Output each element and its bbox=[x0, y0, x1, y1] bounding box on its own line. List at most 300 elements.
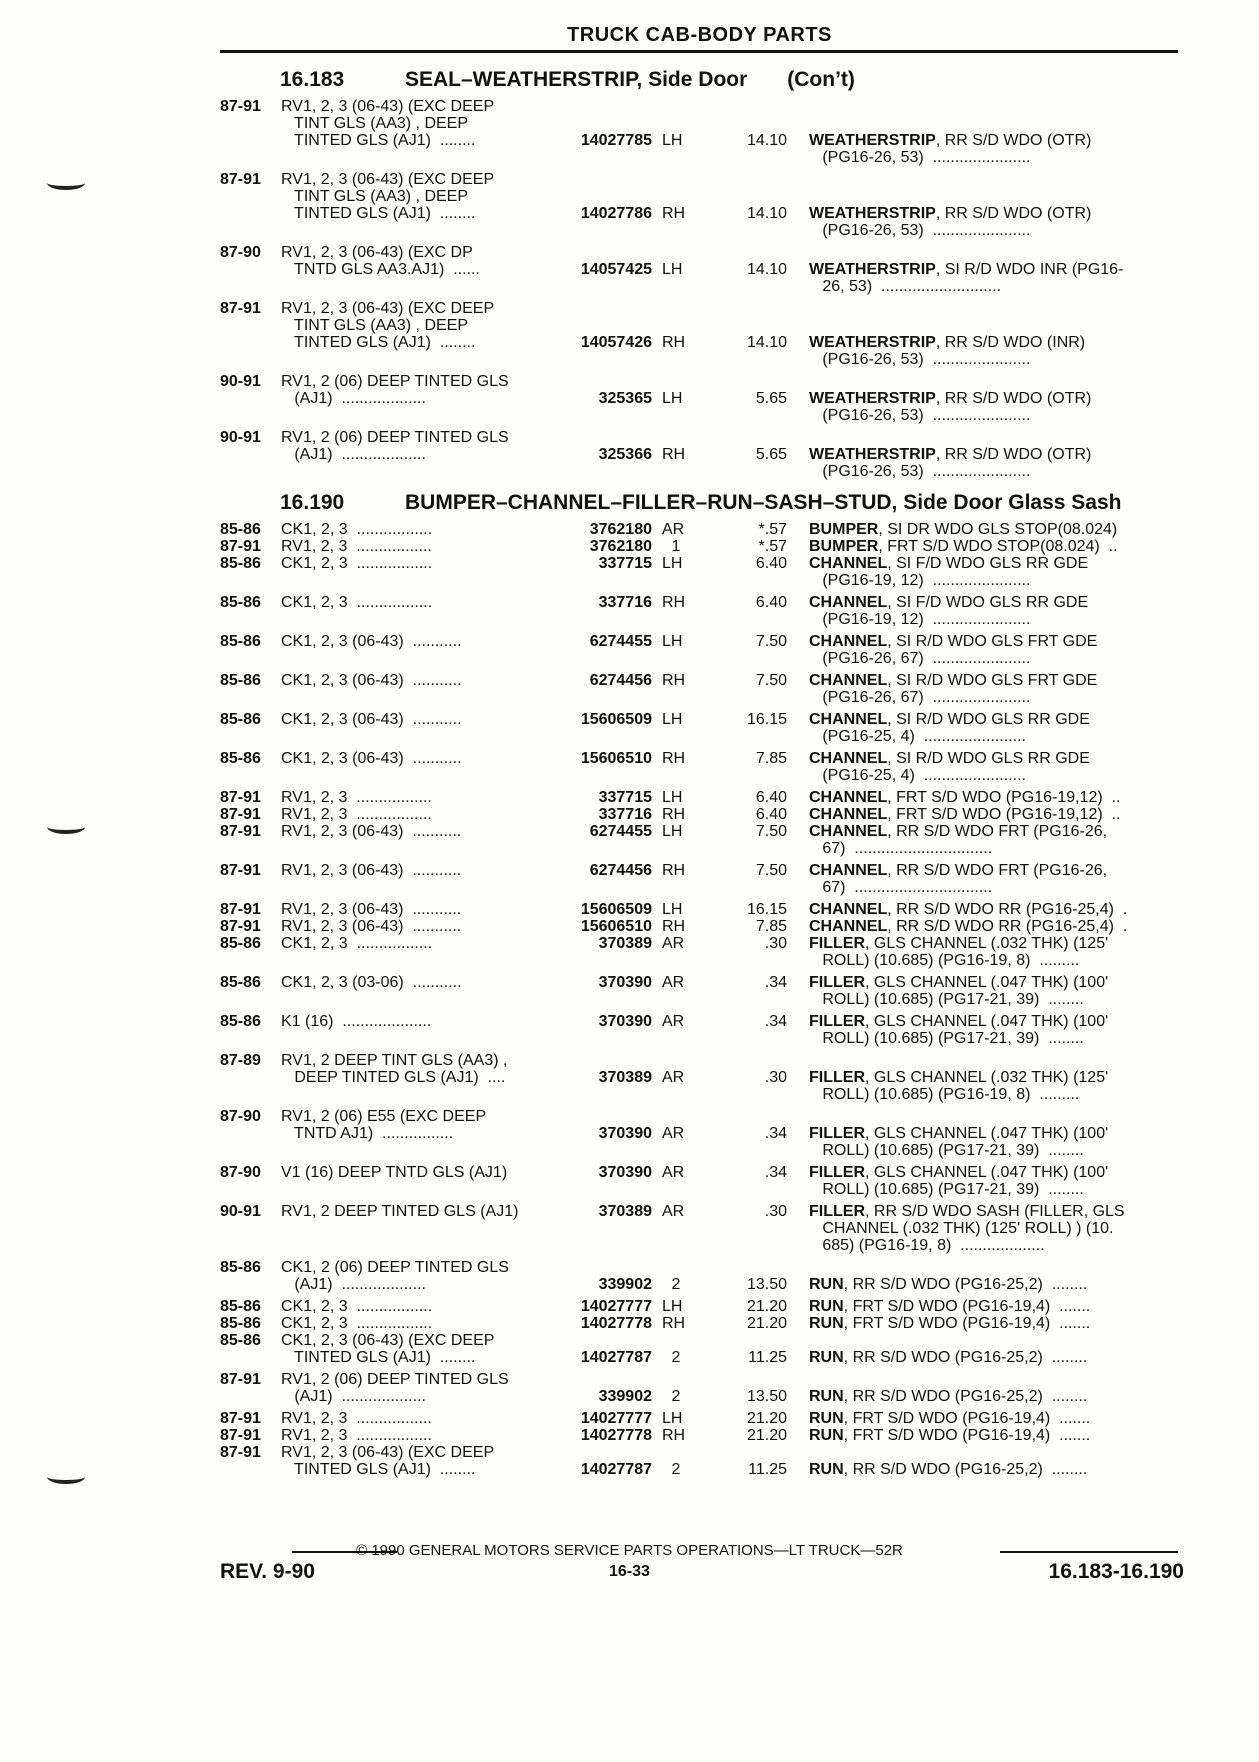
application-description bbox=[281, 1108, 561, 1142]
part-name bbox=[809, 1203, 1179, 1254]
price: 7.50 bbox=[755, 862, 787, 879]
part-keyword: FILLER bbox=[809, 935, 865, 952]
quantity: AR bbox=[662, 935, 685, 952]
part-number: 370389 bbox=[598, 1069, 652, 1086]
part-keyword: WEATHERSTRIP bbox=[809, 334, 936, 351]
part-name-line: CHANNEL, FRT S/D WDO (PG16-19,12) .. bbox=[809, 789, 1121, 806]
parts-row bbox=[0, 521, 1259, 538]
price: 7.50 bbox=[755, 823, 787, 840]
description-line: CK1, 2, 3 ................. bbox=[281, 594, 433, 611]
application-description bbox=[281, 521, 561, 538]
footer-page-number: 16-33 bbox=[609, 1563, 650, 1580]
application-description bbox=[281, 633, 561, 650]
model-years: 87-90 bbox=[220, 1108, 261, 1125]
description-line: CK1, 2, 3 ................. bbox=[281, 935, 433, 952]
part-number: 325366 bbox=[598, 446, 652, 463]
application-description bbox=[281, 373, 561, 407]
parts-row bbox=[0, 1259, 1259, 1293]
part-name bbox=[809, 901, 1179, 918]
quantity: AR bbox=[662, 1125, 685, 1142]
part-keyword: CHANNEL bbox=[809, 823, 888, 840]
part-name-line: (PG16-19, 12) ...................... bbox=[809, 611, 1031, 628]
part-keyword: CHANNEL bbox=[809, 918, 888, 935]
part-number: 14027777 bbox=[580, 1298, 652, 1315]
part-number: 370390 bbox=[598, 1164, 652, 1181]
price: 14.10 bbox=[746, 205, 787, 222]
part-number: 14057426 bbox=[580, 334, 652, 351]
part-number: 14057425 bbox=[580, 261, 652, 278]
parts-row bbox=[0, 633, 1259, 667]
description-line: CK1, 2, 3 (06-43) (EXC DEEP bbox=[281, 1332, 495, 1349]
part-name-line: FILLER, GLS CHANNEL (.047 THK) (100' bbox=[809, 1013, 1109, 1030]
application-description bbox=[281, 1259, 561, 1293]
part-name bbox=[809, 555, 1179, 589]
quantity: AR bbox=[662, 1203, 685, 1220]
price: 11.25 bbox=[748, 1349, 787, 1366]
section-title bbox=[280, 491, 1121, 515]
part-name-line: (PG16-26, 53) ...................... bbox=[809, 463, 1031, 480]
model-years: 85-86 bbox=[220, 633, 261, 650]
part-name bbox=[809, 862, 1179, 896]
part-name bbox=[809, 918, 1179, 935]
application-description bbox=[281, 1444, 561, 1478]
model-years: 87-91 bbox=[220, 1444, 261, 1461]
price: 5.65 bbox=[755, 390, 787, 407]
description-line: K1 (16) .................... bbox=[281, 1013, 432, 1030]
part-name bbox=[809, 823, 1179, 857]
part-name-line: RUN, RR S/D WDO (PG16-25,2) ........ bbox=[809, 1388, 1088, 1405]
part-name-line: FILLER, GLS CHANNEL (.047 THK) (100' bbox=[809, 1125, 1109, 1142]
price: 11.25 bbox=[748, 1461, 787, 1478]
part-number: 370390 bbox=[598, 974, 652, 991]
part-name-line: WEATHERSTRIP, RR S/D WDO (INR) bbox=[809, 334, 1086, 351]
application-description bbox=[281, 935, 561, 952]
application-description bbox=[281, 300, 561, 351]
part-name-line: (PG16-26, 67) ...................... bbox=[809, 689, 1031, 706]
part-keyword: CHANNEL bbox=[809, 750, 888, 767]
part-name-line: CHANNEL (.032 THK) (125' ROLL) ) (10. bbox=[809, 1220, 1114, 1237]
part-name-line: CHANNEL, RR S/D WDO RR (PG16-25,4) . bbox=[809, 918, 1128, 935]
description-line: TNTD GLS AA3.AJ1) ...... bbox=[281, 261, 480, 278]
header-rule bbox=[220, 50, 1178, 53]
model-years: 87-90 bbox=[220, 244, 261, 261]
part-name-line: 685) (PG16-19, 8) ................... bbox=[809, 1237, 1045, 1254]
price: 5.65 bbox=[755, 446, 787, 463]
price: .30 bbox=[764, 1203, 787, 1220]
price: .34 bbox=[764, 1013, 787, 1030]
part-number: 14027786 bbox=[580, 205, 652, 222]
application-description bbox=[281, 429, 561, 463]
part-name bbox=[809, 1069, 1179, 1103]
binding-hole-mark bbox=[47, 176, 85, 190]
part-name-line: FILLER, GLS CHANNEL (.032 THK) (125' bbox=[809, 935, 1109, 952]
part-name-line: 67) ............................... bbox=[809, 879, 993, 896]
description-line: CK1, 2, 3 ................. bbox=[281, 521, 433, 538]
part-number: 337715 bbox=[598, 555, 652, 572]
parts-row bbox=[0, 901, 1259, 918]
parts-row bbox=[0, 1427, 1259, 1444]
part-name-line: WEATHERSTRIP, SI R/D WDO INR (PG16- bbox=[809, 261, 1124, 278]
quantity: LH bbox=[662, 390, 683, 407]
description-line: CK1, 2 (06) DEEP TINTED GLS bbox=[281, 1259, 509, 1276]
application-description bbox=[281, 171, 561, 222]
model-years: 87-91 bbox=[220, 862, 261, 879]
model-years: 85-86 bbox=[220, 750, 261, 767]
application-description bbox=[281, 806, 561, 823]
model-years: 90-91 bbox=[220, 429, 261, 446]
part-name bbox=[809, 672, 1179, 706]
model-years: 87-91 bbox=[220, 806, 261, 823]
parts-row bbox=[0, 1108, 1259, 1159]
description-line: RV1, 2, 3 ................. bbox=[281, 789, 432, 806]
part-keyword: CHANNEL bbox=[809, 789, 888, 806]
part-number: 14027777 bbox=[580, 1410, 652, 1427]
part-name-line: (PG16-25, 4) ....................... bbox=[809, 767, 1026, 784]
application-description bbox=[281, 1332, 561, 1366]
description-line: (AJ1) ................... bbox=[281, 446, 426, 463]
description-line: RV1, 2, 3 (06-43) (EXC DEEP bbox=[281, 1444, 495, 1461]
section-title bbox=[280, 68, 855, 92]
part-name-line: FILLER, GLS CHANNEL (.047 THK) (100' bbox=[809, 1164, 1109, 1181]
description-line: RV1, 2, 3 ................. bbox=[281, 1427, 432, 1444]
application-description bbox=[281, 789, 561, 806]
part-name bbox=[809, 633, 1179, 667]
parts-row bbox=[0, 974, 1259, 1008]
part-keyword: BUMPER bbox=[809, 538, 879, 555]
description-line: CK1, 2, 3 ................. bbox=[281, 1298, 433, 1315]
quantity: RH bbox=[662, 806, 686, 823]
application-description bbox=[281, 1052, 561, 1086]
description-line: V1 (16) DEEP TNTD GLS (AJ1) bbox=[281, 1164, 508, 1181]
quantity: RH bbox=[662, 750, 686, 767]
part-keyword: WEATHERSTRIP bbox=[809, 446, 936, 463]
part-number: 6274456 bbox=[589, 672, 652, 689]
part-name bbox=[809, 1013, 1179, 1047]
part-name bbox=[809, 1388, 1179, 1405]
quantity: 2 bbox=[671, 1388, 681, 1405]
quantity: RH bbox=[662, 594, 686, 611]
parts-row bbox=[0, 1332, 1259, 1366]
part-name bbox=[809, 334, 1179, 368]
part-keyword: RUN bbox=[809, 1298, 844, 1315]
parts-row bbox=[0, 750, 1259, 784]
part-name-line: (PG16-26, 53) ...................... bbox=[809, 222, 1031, 239]
model-years: 85-86 bbox=[220, 672, 261, 689]
quantity: LH bbox=[662, 823, 683, 840]
model-years: 87-91 bbox=[220, 901, 261, 918]
part-keyword: CHANNEL bbox=[809, 555, 888, 572]
part-name bbox=[809, 1298, 1179, 1315]
part-number: 15606509 bbox=[580, 711, 652, 728]
application-description bbox=[281, 918, 561, 935]
price: 14.10 bbox=[746, 132, 787, 149]
parts-row bbox=[0, 171, 1259, 239]
part-number: 14027787 bbox=[580, 1349, 652, 1366]
parts-row bbox=[0, 862, 1259, 896]
part-keyword: FILLER bbox=[809, 1013, 865, 1030]
quantity: 2 bbox=[671, 1461, 681, 1478]
parts-row bbox=[0, 300, 1259, 368]
model-years: 85-86 bbox=[220, 1013, 261, 1030]
parts-row bbox=[0, 98, 1259, 166]
part-keyword: RUN bbox=[809, 1388, 844, 1405]
parts-row bbox=[0, 1298, 1259, 1315]
part-name-line: BUMPER, FRT S/D WDO STOP(08.024) .. bbox=[809, 538, 1118, 555]
part-name-line: ROLL) (10.685) (PG17-21, 39) ........ bbox=[809, 991, 1084, 1008]
model-years: 85-86 bbox=[220, 521, 261, 538]
price: 7.50 bbox=[755, 633, 787, 650]
part-number: 337716 bbox=[598, 806, 652, 823]
part-name-line: 26, 53) ........................... bbox=[809, 278, 1002, 295]
parts-row bbox=[0, 1013, 1259, 1047]
page-header-title: TRUCK CAB-BODY PARTS bbox=[567, 24, 832, 46]
part-keyword: FILLER bbox=[809, 974, 865, 991]
part-name bbox=[809, 935, 1179, 969]
part-number: 3762180 bbox=[589, 521, 652, 538]
parts-row bbox=[0, 429, 1259, 480]
part-keyword: FILLER bbox=[809, 1164, 865, 1181]
application-description bbox=[281, 974, 561, 991]
price: 14.10 bbox=[746, 261, 787, 278]
part-name-line: (PG16-26, 53) ...................... bbox=[809, 149, 1031, 166]
price: .30 bbox=[764, 935, 787, 952]
application-description bbox=[281, 750, 561, 767]
part-keyword: RUN bbox=[809, 1427, 844, 1444]
quantity: LH bbox=[662, 633, 683, 650]
part-keyword: FILLER bbox=[809, 1125, 865, 1142]
model-years: 87-91 bbox=[220, 823, 261, 840]
price: 6.40 bbox=[755, 594, 787, 611]
description-line: RV1, 2, 3 (06-43) (EXC DEEP bbox=[281, 98, 495, 115]
section-number: 16.190 bbox=[280, 491, 345, 514]
part-name bbox=[809, 789, 1179, 806]
quantity: 2 bbox=[671, 1349, 681, 1366]
price: .34 bbox=[764, 1125, 787, 1142]
parts-row bbox=[0, 373, 1259, 424]
description-line: TINTED GLS (AJ1) ........ bbox=[281, 205, 476, 222]
quantity: RH bbox=[662, 862, 686, 879]
parts-row bbox=[0, 1444, 1259, 1478]
part-name-line: CHANNEL, SI F/D WDO GLS RR GDE bbox=[809, 555, 1089, 572]
application-description bbox=[281, 555, 561, 572]
binding-hole-mark bbox=[47, 820, 85, 834]
application-description bbox=[281, 1203, 561, 1220]
description-line: CK1, 2, 3 (03-06) ........... bbox=[281, 974, 462, 991]
quantity: 2 bbox=[671, 1276, 681, 1293]
part-name-line: RUN, RR S/D WDO (PG16-25,2) ........ bbox=[809, 1276, 1088, 1293]
binding-hole-mark bbox=[47, 1470, 85, 1484]
description-line: RV1, 2, 3 (06-43) ........... bbox=[281, 901, 462, 918]
price: 7.85 bbox=[755, 918, 787, 935]
quantity: LH bbox=[662, 261, 683, 278]
description-line: TINTED GLS (AJ1) ........ bbox=[281, 132, 476, 149]
application-description bbox=[281, 1013, 561, 1030]
parts-row bbox=[0, 594, 1259, 628]
part-name bbox=[809, 205, 1179, 239]
part-number: 370389 bbox=[598, 935, 652, 952]
part-name-line: CHANNEL, FRT S/D WDO (PG16-19,12) .. bbox=[809, 806, 1121, 823]
description-line: (AJ1) ................... bbox=[281, 390, 426, 407]
quantity: LH bbox=[662, 901, 683, 918]
description-line: RV1, 2, 3 (06-43) (EXC DP bbox=[281, 244, 473, 261]
description-line: RV1, 2, 3 (06-43) ........... bbox=[281, 918, 462, 935]
part-name-line: ROLL) (10.685) (PG17-21, 39) ........ bbox=[809, 1030, 1084, 1047]
description-line: TINT GLS (AA3) , DEEP bbox=[281, 115, 469, 132]
application-description bbox=[281, 711, 561, 728]
part-number: 370389 bbox=[598, 1203, 652, 1220]
part-name-line: ROLL) (10.685) (PG16-19, 8) ......... bbox=[809, 1086, 1080, 1103]
part-name bbox=[809, 390, 1179, 424]
model-years: 87-91 bbox=[220, 1427, 261, 1444]
part-number: 14027785 bbox=[580, 132, 652, 149]
part-name-line: FILLER, GLS CHANNEL (.032 THK) (125' bbox=[809, 1069, 1109, 1086]
model-years: 87-91 bbox=[220, 538, 261, 555]
part-name-line: (PG16-26, 67) ...................... bbox=[809, 650, 1031, 667]
quantity: LH bbox=[662, 555, 683, 572]
description-line: TNTD AJ1) ................ bbox=[281, 1125, 454, 1142]
price: 13.50 bbox=[746, 1276, 787, 1293]
quantity: AR bbox=[662, 1013, 685, 1030]
price: 21.20 bbox=[746, 1427, 787, 1444]
part-name-line: WEATHERSTRIP, RR S/D WDO (OTR) bbox=[809, 446, 1092, 463]
part-keyword: CHANNEL bbox=[809, 633, 888, 650]
part-number: 14027778 bbox=[580, 1315, 652, 1332]
application-description bbox=[281, 244, 561, 278]
part-name-line: FILLER, RR S/D WDO SASH (FILLER, GLS bbox=[809, 1203, 1125, 1220]
section-continued: (Con’t) bbox=[787, 68, 855, 91]
description-line: TINT GLS (AA3) , DEEP bbox=[281, 188, 469, 205]
price: 14.10 bbox=[746, 334, 787, 351]
part-keyword: FILLER bbox=[809, 1069, 865, 1086]
section-number: 16.183 bbox=[280, 68, 345, 91]
part-name-line: WEATHERSTRIP, RR S/D WDO (OTR) bbox=[809, 390, 1092, 407]
price: 21.20 bbox=[746, 1315, 787, 1332]
part-name-line: CHANNEL, SI R/D WDO GLS RR GDE bbox=[809, 750, 1090, 767]
description-line: RV1, 2 (06) DEEP TINTED GLS bbox=[281, 429, 509, 446]
part-keyword: RUN bbox=[809, 1461, 844, 1478]
quantity: RH bbox=[662, 446, 686, 463]
footer-section-range: 16.183-16.190 bbox=[1048, 1560, 1184, 1583]
quantity: LH bbox=[662, 789, 683, 806]
model-years: 87-91 bbox=[220, 1371, 261, 1388]
quantity: AR bbox=[662, 974, 685, 991]
description-line: TINTED GLS (AJ1) ........ bbox=[281, 334, 476, 351]
model-years: 87-91 bbox=[220, 918, 261, 935]
part-keyword: CHANNEL bbox=[809, 594, 888, 611]
description-line: RV1, 2 DEEP TINT GLS (AA3) , bbox=[281, 1052, 508, 1069]
part-name-line: WEATHERSTRIP, RR S/D WDO (OTR) bbox=[809, 205, 1092, 222]
parts-row bbox=[0, 244, 1259, 295]
section-heading: BUMPER–CHANNEL–FILLER–RUN–SASH–STUD, Side Door Glass Sash bbox=[405, 491, 1122, 514]
quantity: RH bbox=[662, 672, 686, 689]
part-name-line: WEATHERSTRIP, RR S/D WDO (OTR) bbox=[809, 132, 1092, 149]
parts-row bbox=[0, 935, 1259, 969]
part-name bbox=[809, 594, 1179, 628]
description-line: RV1, 2 DEEP TINTED GLS (AJ1) bbox=[281, 1203, 519, 1220]
application-description bbox=[281, 672, 561, 689]
quantity: LH bbox=[662, 132, 683, 149]
part-number: 337715 bbox=[598, 789, 652, 806]
price: 21.20 bbox=[746, 1298, 787, 1315]
quantity: 1 bbox=[671, 538, 681, 555]
price: *.57 bbox=[758, 538, 787, 555]
parts-row bbox=[0, 538, 1259, 555]
description-line: TINTED GLS (AJ1) ........ bbox=[281, 1461, 476, 1478]
description-line: RV1, 2, 3 (06-43) ........... bbox=[281, 862, 462, 879]
part-keyword: CHANNEL bbox=[809, 711, 888, 728]
description-line: (AJ1) ................... bbox=[281, 1388, 426, 1405]
part-keyword: WEATHERSTRIP bbox=[809, 132, 936, 149]
quantity: LH bbox=[662, 1410, 683, 1427]
part-name-line: RUN, FRT S/D WDO (PG16-19,4) ....... bbox=[809, 1427, 1091, 1444]
application-description bbox=[281, 823, 561, 840]
model-years: 85-86 bbox=[220, 1315, 261, 1332]
part-name bbox=[809, 1125, 1179, 1159]
footer-copyright: © 1990 GENERAL MOTORS SERVICE PARTS OPERATIONS—LT TRUCK—52R bbox=[356, 1542, 903, 1559]
application-description bbox=[281, 1410, 561, 1427]
description-line: CK1, 2, 3 (06-43) ........... bbox=[281, 633, 462, 650]
description-line: CK1, 2, 3 (06-43) ........... bbox=[281, 750, 462, 767]
part-number: 15606509 bbox=[580, 901, 652, 918]
model-years: 85-86 bbox=[220, 1332, 261, 1349]
quantity: RH bbox=[662, 205, 686, 222]
description-line: RV1, 2, 3 (06-43) (EXC DEEP bbox=[281, 300, 495, 317]
part-name bbox=[809, 1276, 1179, 1293]
model-years: 85-86 bbox=[220, 974, 261, 991]
description-line: RV1, 2 (06) DEEP TINTED GLS bbox=[281, 1371, 509, 1388]
price: 7.85 bbox=[755, 750, 787, 767]
part-name-line: (PG16-25, 4) ....................... bbox=[809, 728, 1026, 745]
model-years: 85-86 bbox=[220, 1298, 261, 1315]
model-years: 87-91 bbox=[220, 171, 261, 188]
part-keyword: RUN bbox=[809, 1315, 844, 1332]
quantity: LH bbox=[662, 1298, 683, 1315]
price: 6.40 bbox=[755, 555, 787, 572]
part-name-line: RUN, FRT S/D WDO (PG16-19,4) ....... bbox=[809, 1298, 1091, 1315]
part-name-line: ROLL) (10.685) (PG16-19, 8) ......... bbox=[809, 952, 1080, 969]
part-name bbox=[809, 446, 1179, 480]
parts-row bbox=[0, 1315, 1259, 1332]
part-number: 14027778 bbox=[580, 1427, 652, 1444]
price: 16.15 bbox=[746, 711, 787, 728]
application-description bbox=[281, 1427, 561, 1444]
description-line: RV1, 2, 3 ................. bbox=[281, 1410, 432, 1427]
part-name bbox=[809, 1164, 1179, 1198]
part-keyword: BUMPER bbox=[809, 521, 879, 538]
application-description bbox=[281, 594, 561, 611]
part-name-line: CHANNEL, RR S/D WDO FRT (PG16-26, bbox=[809, 862, 1108, 879]
model-years: 87-91 bbox=[220, 300, 261, 317]
part-number: 3762180 bbox=[589, 538, 652, 555]
part-name-line: CHANNEL, SI R/D WDO GLS RR GDE bbox=[809, 711, 1090, 728]
description-line: RV1, 2, 3 (06-43) ........... bbox=[281, 823, 462, 840]
description-line: TINT GLS (AA3) , DEEP bbox=[281, 317, 469, 334]
parts-row bbox=[0, 1410, 1259, 1427]
part-keyword: CHANNEL bbox=[809, 672, 888, 689]
description-line: RV1, 2 (06) E55 (EXC DEEP bbox=[281, 1108, 487, 1125]
price: 16.15 bbox=[746, 901, 787, 918]
part-name-line: (PG16-19, 12) ...................... bbox=[809, 572, 1031, 589]
part-keyword: FILLER bbox=[809, 1203, 865, 1220]
quantity: AR bbox=[662, 1069, 685, 1086]
parts-row bbox=[0, 672, 1259, 706]
description-line: RV1, 2, 3 (06-43) (EXC DEEP bbox=[281, 171, 495, 188]
part-keyword: WEATHERSTRIP bbox=[809, 261, 936, 278]
description-line: RV1, 2, 3 ................. bbox=[281, 538, 432, 555]
part-number: 339902 bbox=[598, 1388, 652, 1405]
part-name-line: RUN, RR S/D WDO (PG16-25,2) ........ bbox=[809, 1461, 1088, 1478]
part-name-line: RUN, RR S/D WDO (PG16-25,2) ........ bbox=[809, 1349, 1088, 1366]
